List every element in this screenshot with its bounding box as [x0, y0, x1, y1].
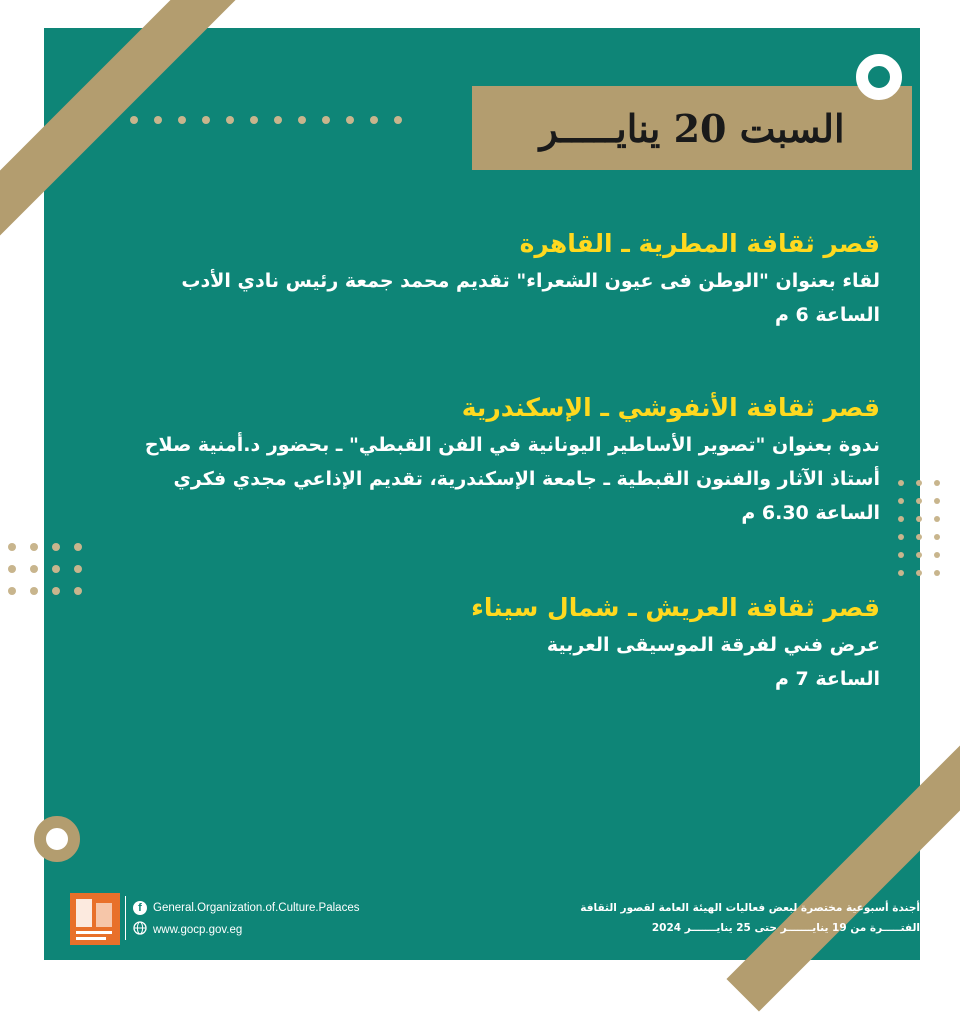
ring-decoration-bottom-left	[34, 816, 80, 862]
event-2-description-line-1: ندوة بعنوان "تصوير الأساطير اليونانية في الفن القبطي" ـ بحضور د.أمنية صلاح	[144, 434, 880, 456]
facebook-page-name: General.Organization.of.Culture.Palaces	[153, 902, 360, 914]
dots-grid-right	[898, 480, 940, 576]
event-2-description-line-2: أستاذ الآثار والفنون القبطية ـ جامعة الإسكندرية، تقديم الإذاعي مجدي فكري	[173, 468, 880, 490]
footer-divider	[125, 896, 126, 940]
event-3-description: عرض فني لفرقة الموسيقى العربية	[546, 634, 880, 656]
gocp-logo	[70, 893, 120, 945]
event-1-time: الساعة 6 م	[774, 304, 880, 326]
website-url: www.gocp.gov.eg	[153, 923, 243, 936]
ring-decoration-top-right	[856, 54, 902, 100]
website-link[interactable]	[133, 921, 242, 938]
event-2-time: الساعة 6.30 م	[741, 502, 880, 524]
event-1-description: لقاء بعنوان "الوطن فى عيون الشعراء" تقديم محمد جمعة رئيس نادي الأدب	[181, 270, 880, 292]
date-title: السبت 20 ينايـــــر	[539, 105, 845, 151]
event-1	[110, 224, 880, 332]
event-3-venue: قصر ثقافة العريش ـ شمال سيناء	[471, 593, 880, 622]
event-2	[110, 388, 880, 530]
dots-grid-left	[8, 543, 82, 595]
facebook-link[interactable]	[133, 901, 359, 915]
facebook-icon: f	[133, 901, 147, 915]
event-3	[110, 588, 880, 696]
agenda-title: أجندة أسبوعية مختصرة لبعض فعاليات الهيئة العامة لقصور الثقافة	[580, 902, 920, 914]
event-1-venue: قصر ثقافة المطرية ـ القاهرة	[519, 229, 880, 258]
agenda-period: الفتـــــرة من 19 ينايـــــــر حتى 25 ينايـــــــر 2024	[651, 922, 920, 934]
dots-row-top	[130, 116, 402, 124]
event-2-venue: قصر ثقافة الأنفوشي ـ الإسكندرية	[461, 393, 880, 422]
event-3-time: الساعة 7 م	[774, 668, 880, 690]
date-header	[472, 86, 912, 170]
globe-icon	[133, 921, 147, 938]
